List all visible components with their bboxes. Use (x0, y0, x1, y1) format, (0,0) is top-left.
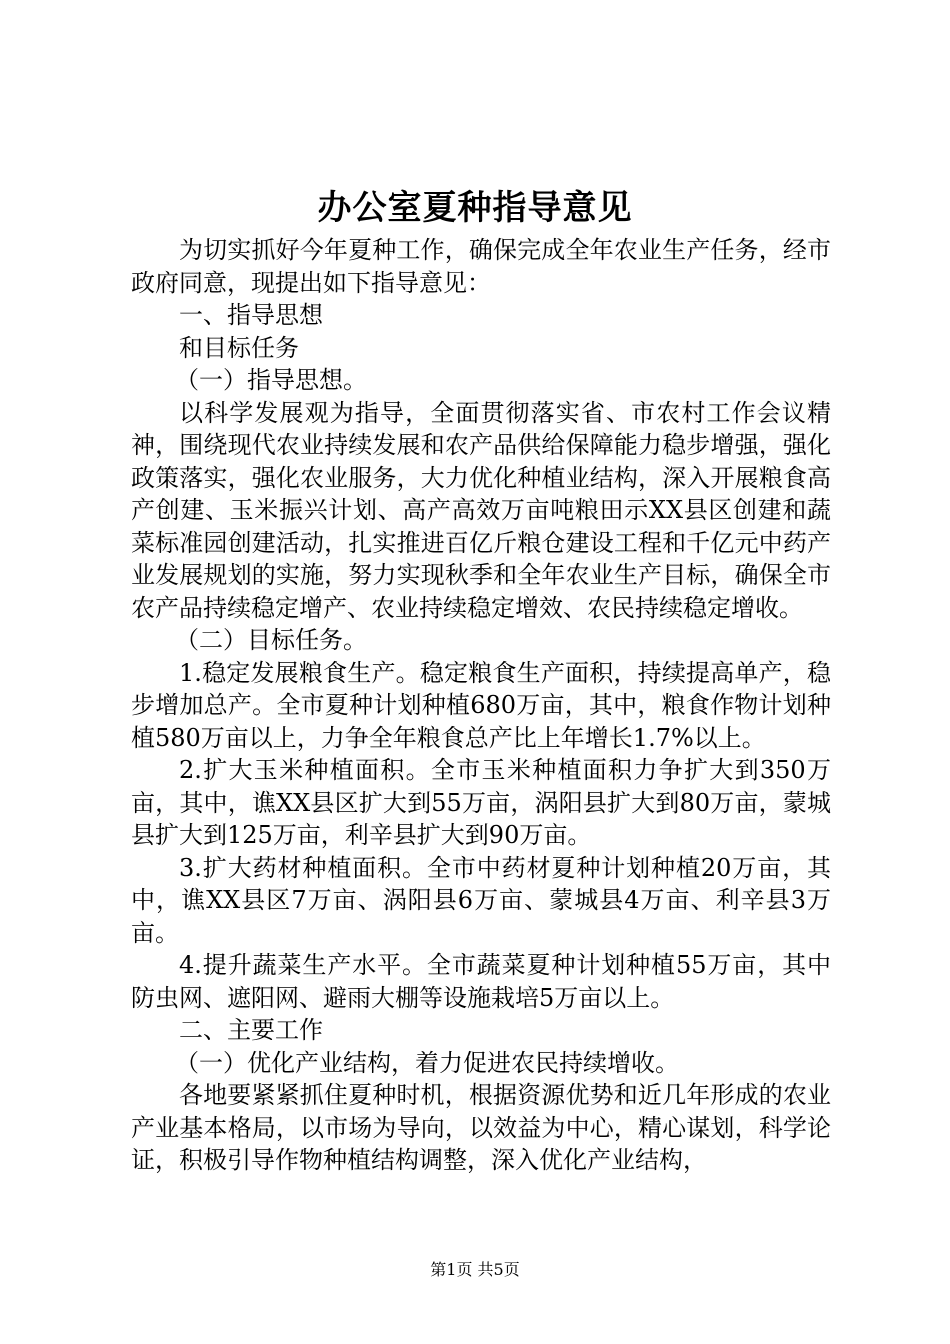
paragraph-intro: 为切实抓好今年夏种工作，确保完成全年农业生产任务，经市政府同意，现提出如下指导意见： (131, 236, 831, 297)
document-body (131, 234, 831, 1177)
subheading-optimize-structure: （一）优化产业结构，着力促进农民持续增收。 (175, 1048, 679, 1077)
paragraph-target-4: 4.提升蔬菜生产水平。全市蔬菜夏种计划种植55万亩，其中防虫网、遮阳网、避雨大棚等设施栽培5万亩以上。 (131, 951, 831, 1012)
heading-section-2: 二、主要工作 (179, 1016, 323, 1044)
page-footer: 第1页 共5页 (430, 1260, 520, 1279)
paragraph-optimize-structure: 各地要紧紧抓住夏种时机，根据资源优势和近几年形成的农业产业基本格局，以市场为导向，以效益为中心，精心谋划，科学论证，积极引导作物种植结构调整，深入优化产业结构， (131, 1081, 831, 1174)
paragraph-target-2: 2.扩大玉米种植面积。全市玉米种植面积力争扩大到350万亩，其中，谯XX县区扩大到55万亩，涡阳县扩大到80万亩，蒙城县扩大到125万亩，利辛县扩大到90万亩。 (131, 756, 831, 849)
document-title: 办公室夏种指导意见 (317, 188, 633, 228)
paragraph-target-1: 1.稳定发展粮食生产。稳定粮食生产面积，持续提高单产，稳步增加总产。全市夏种计划种植680万亩，其中，粮食作物计划种植580万亩以上，力争全年粮食总产比上年增长1.7%以上。 (131, 658, 831, 752)
heading-section-1: 一、指导思想 (179, 301, 323, 329)
heading-section-1-continued: 和目标任务 (179, 333, 299, 362)
subheading-guiding-ideology: （一）指导思想。 (175, 366, 367, 394)
paragraph-target-3: 3.扩大药材种植面积。全市中药材夏种计划种植20万亩，其中，谯XX县区7万亩、涡阳县6万亩、蒙城县4万亩、利辛县3万亩。 (131, 853, 831, 947)
subheading-targets: （二）目标任务。 (175, 626, 367, 654)
paragraph-guiding-ideology: 以科学发展观为指导，全面贯彻落实省、市农村工作会议精神，围绕现代农业持续发展和农产品供给保障能力稳步增强，强化政策落实，强化农业服务，大力优化种植业结构，深入开展粮食高产创建、玉米振兴计划、高产高效万亩吨粮田示XX县区创建和蔬菜标准园创建活动，扎实推进百亿斤粮仓建设工程和千亿元中药产业发展规划的实施，努力实现秋季和全年农业生产目标，确保全市农产品持续稳定增产、农业持续稳定增效、农民持续稳定增收。 (131, 398, 831, 622)
